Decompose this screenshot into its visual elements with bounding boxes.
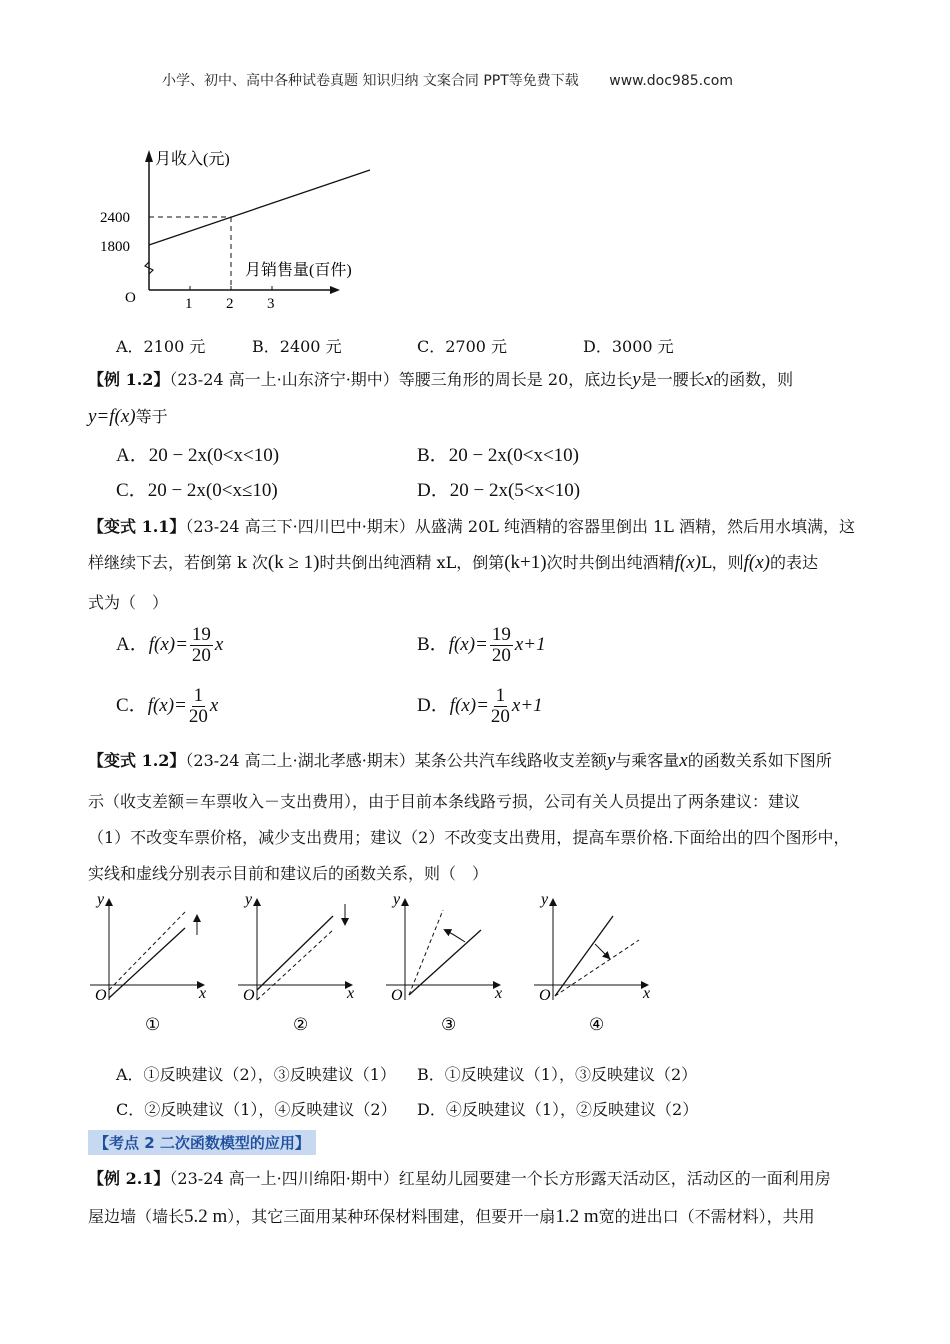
q3-option-a[interactable]: A．①反映建议（2），③反映建议（1） xyxy=(116,1065,396,1084)
chart-origin: O xyxy=(125,290,136,306)
svg-text:x: x xyxy=(643,985,651,1002)
q3-option-b[interactable]: B．①反映建议（1），③反映建议（2） xyxy=(417,1065,698,1084)
page-header xyxy=(162,70,733,90)
q2-line1: 【变式 1.1】（23-24 高三下·四川巴中·期末）从盛满 20L 纯酒精的容器里倒出 1L 酒精，然后用水填满，这 xyxy=(88,517,855,536)
ytick-1800: 1800 xyxy=(100,239,130,255)
q0-option-d[interactable]: D．3000 元 xyxy=(583,337,674,356)
q3-line4: 实线和虚线分别表示目前和建议后的函数关系，则（ ） xyxy=(88,864,489,883)
ytick-2400: 2400 xyxy=(100,210,130,226)
q2-option-d[interactable]: D．f(x)= $\frac{1}{20}$ x+1 xyxy=(417,685,543,727)
graph-2 xyxy=(238,891,354,1034)
header-url[interactable]: www.doc985.com xyxy=(609,73,733,89)
income-chart xyxy=(95,140,395,315)
svg-text:y: y xyxy=(97,891,105,908)
xtick-3: 3 xyxy=(267,296,275,312)
chart-xlabel: 月销售量(百件) xyxy=(245,262,352,279)
svg-text:y: y xyxy=(541,891,549,908)
rotate-arrow-icon xyxy=(595,944,609,958)
q0-option-c[interactable]: C．2700 元 xyxy=(417,337,508,356)
graph-1 xyxy=(90,891,206,1034)
graph-label-4: ④ xyxy=(589,1015,605,1034)
svg-text:x: x xyxy=(347,985,355,1002)
q1-option-c[interactable]: C．20 − 2x(0<x≤10) xyxy=(116,480,278,501)
svg-text:O: O xyxy=(95,987,107,1004)
svg-text:y: y xyxy=(393,891,401,908)
q4-line1: 【例 2.1】（23-24 高一上·四川绵阳·期中）红星幼儿园要建一个长方形露天活动区，活动区的一面利用房 xyxy=(88,1169,831,1188)
q1-line2: y=f(x)等于 xyxy=(88,406,168,427)
graph-label-3: ③ xyxy=(441,1015,457,1034)
graph-3 xyxy=(386,891,502,1034)
svg-text:O: O xyxy=(391,987,403,1004)
x-axis-arrow-icon xyxy=(330,286,340,294)
xtick-1: 1 xyxy=(185,296,193,312)
svg-text:y: y xyxy=(245,891,253,908)
q0-option-b[interactable]: B．2400 元 xyxy=(252,337,342,356)
income-line xyxy=(149,170,370,245)
q3-option-d[interactable]: D．④反映建议（1），②反映建议（2） xyxy=(417,1100,699,1119)
q1-option-d[interactable]: D．20 − 2x(5<x<10) xyxy=(417,480,581,501)
q1-line1: 【例 1.2】（23-24 高一上·山东济宁·期中）等腰三角形的周长是 20，底边长y是一腰长x的函数，则 xyxy=(88,369,794,390)
svg-text:O: O xyxy=(539,987,551,1004)
graph-label-1: ① xyxy=(145,1015,161,1034)
svg-text:x: x xyxy=(495,985,503,1002)
q3-line2: 示（收支差额＝车票收入－支出费用），由于目前本条线路亏损，公司有关人员提出了两条建议：建议 xyxy=(88,792,801,811)
svg-text:x: x xyxy=(199,985,207,1002)
xtick-2: 2 xyxy=(226,296,234,312)
q3-graphs xyxy=(85,890,685,1040)
q3-line1: 【变式 1.2】（23-24 高二上·湖北孝感·期末）某条公共汽车线路收支差额y与乘客量x的函数关系如下图所 xyxy=(88,750,832,771)
q1-option-b[interactable]: B．20 − 2x(0<x<10) xyxy=(417,445,579,466)
q3-option-c[interactable]: C．②反映建议（1），④反映建议（2） xyxy=(116,1100,397,1119)
svg-text:O: O xyxy=(243,987,255,1004)
header-text: 小学、初中、高中各种试卷真题 知识归纳 文案合同 PPT等免费下载 xyxy=(162,73,579,89)
q2-option-b[interactable]: B．f(x)= $\frac{19}{20}$ x+1 xyxy=(417,624,546,666)
section-banner: 【考点 2 二次函数模型的应用】 xyxy=(88,1130,316,1155)
q0-option-a[interactable]: A．2100 元 xyxy=(116,337,206,356)
q1-option-a[interactable]: A．20 − 2x(0<x<10) xyxy=(116,445,280,466)
q3-line3: （1）不改变车票价格，减少支出费用；建议（2）不改变支出费用，提高车票价格.下面给出的四个图形中， xyxy=(88,828,850,847)
graph-4 xyxy=(534,891,650,1034)
y-axis-arrow-icon xyxy=(145,150,153,162)
q2-line2: 样继续下去，若倒第 k 次(k ≥ 1)时共倒出纯酒精 xL，倒第(k+1)次时共倒出纯酒精f(x)L，则f(x)的表达 xyxy=(88,552,819,573)
chart-ylabel: 月收入(元) xyxy=(155,151,230,168)
q1-tag: 【例 1.2】 xyxy=(88,370,170,389)
rotate-arrow-icon xyxy=(445,930,465,942)
q2-option-c[interactable]: C．f(x)= $\frac{1}{20}$ x xyxy=(116,685,219,727)
q2-option-a[interactable]: A．f(x)= $\frac{19}{20}$ x xyxy=(116,624,224,666)
graph-label-2: ② xyxy=(293,1015,309,1034)
q4-line2: 屋边墙（墙长5.2 m），其它三面用某种环保材料围建，但要开一扇1.2 m宽的进出口（不需材料），共用 xyxy=(88,1206,815,1227)
q2-line3: 式为（ ） xyxy=(88,593,169,612)
